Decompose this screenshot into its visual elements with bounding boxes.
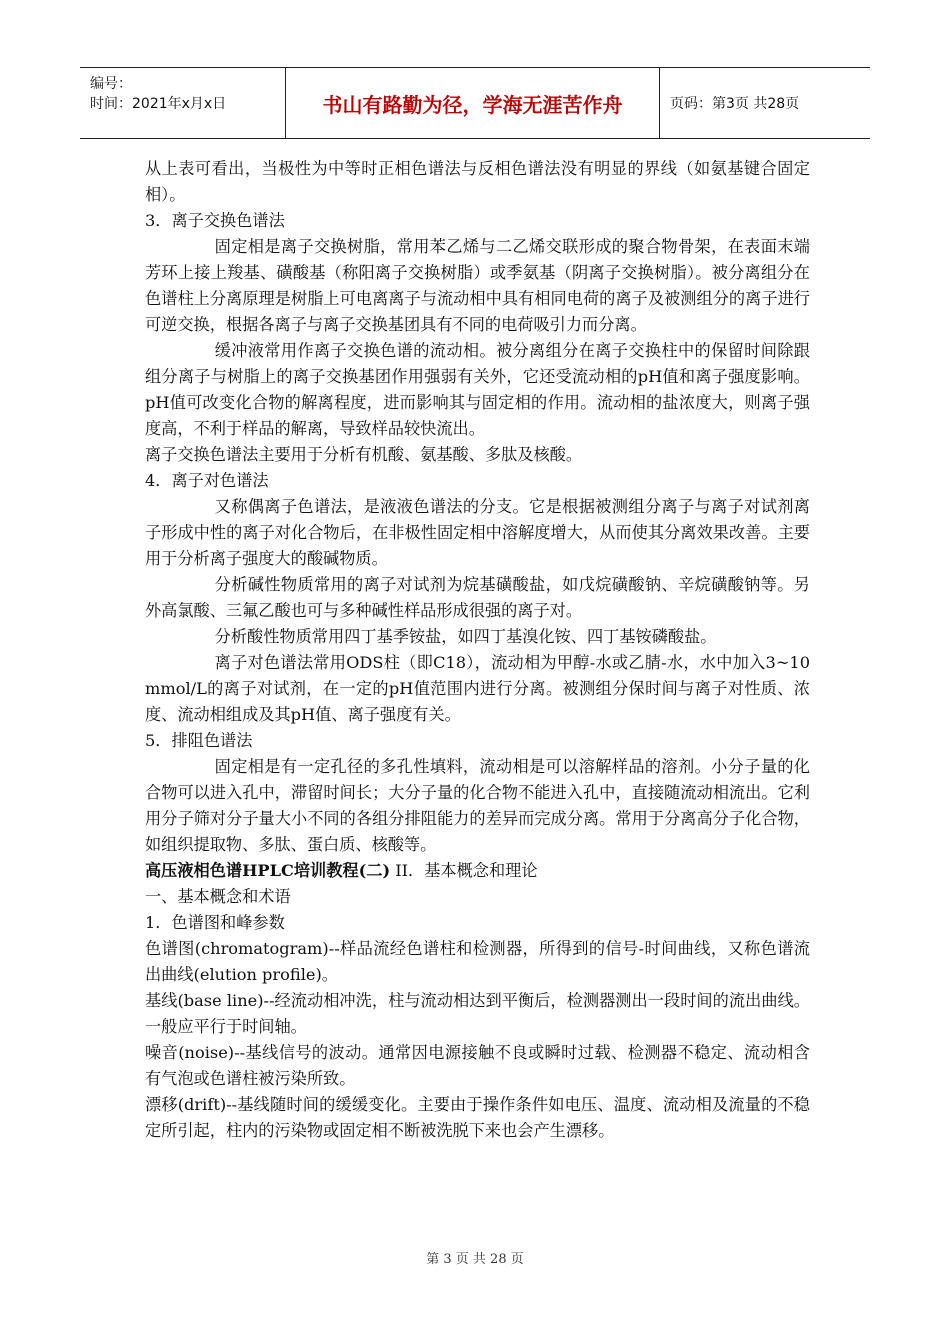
- paragraph: 从上表可看出，当极性为中等时正相色谱法与反相色谱法没有明显的界线（如氨基键合固定相）。: [145, 159, 810, 204]
- section-heading: 5．排阻色谱法: [145, 731, 253, 750]
- paragraph: 离子对色谱法常用ODS柱（即C18），流动相为甲醇-水或乙腈-水，水中加入3~10 mmol/L的离子对试剂，在一定的pH值范围内进行分离。被测组分保时间与离子对性质、浓度、流动相组成及其pH值、离子强度有关。: [145, 653, 810, 724]
- section-heading: 一、基本概念和术语: [145, 887, 291, 906]
- chapter-title-bold: 高压液相色谱HPLC培训教程(二): [145, 861, 391, 880]
- header-meta: [80, 68, 285, 138]
- page-header: [80, 67, 870, 139]
- document-body: [145, 156, 810, 1144]
- paragraph: 缓冲液常用作离子交换色谱的流动相。被分离组分在离子交换柱中的保留时间除跟组分离子与树脂上的离子交换基团作用强弱有关外，它还受流动相的pH值和离子强度影响。pH值可改变化合物的解离程度，进而影响其与固定相的作用。流动相的盐浓度大，则离子强度高，不利于样品的解离，导致样品较快流出。: [145, 341, 810, 438]
- chapter-title: [145, 858, 810, 884]
- paragraph: 离子交换色谱法主要用于分析有机酸、氨基酸、多肽及核酸。: [145, 445, 583, 464]
- paragraph: 分析碱性物质常用的离子对试剂为烷基磺酸盐，如戊烷磺酸钠、辛烷磺酸钠等。另外高氯酸、三氟乙酸也可与多种碱性样品形成很强的离子对。: [145, 575, 810, 620]
- paragraph: 基线(base line)--经流动相冲洗，柱与流动相达到平衡后，检测器测出一段时间的流出曲线。一般应平行于时间轴。: [145, 991, 810, 1036]
- section-heading: 4．离子对色谱法: [145, 471, 269, 490]
- chapter-title-rest: II．基本概念和理论: [390, 861, 538, 880]
- paragraph: 漂移(drift)--基线随时间的缓缓变化。主要由于操作条件如电压、温度、流动相及流量的不稳定所引起，柱内的污染物或固定相不断被洗脱下来也会产生漂移。: [145, 1095, 810, 1140]
- paragraph: 分析酸性物质常用四丁基季铵盐，如四丁基溴化铵、四丁基铵磷酸盐。: [214, 627, 717, 646]
- paragraph: 固定相是离子交换树脂，常用苯乙烯与二乙烯交联形成的聚合物骨架，在表面末端芳环上接上羧基、磺酸基（称阳离子交换树脂）或季氨基（阴离子交换树脂）。被分离组分在色谱柱上分离原理是树脂上可电离离子与流动相中具有相同电荷的离子及被测组分的离子进行可逆交换，根据各离子与离子交换基团具有不同的电荷吸引力而分离。: [145, 237, 810, 334]
- header-motto: 书山有路勤为径，学海无涯苦作舟: [285, 68, 660, 138]
- paragraph: 又称偶离子色谱法，是液液色谱法的分支。它是根据被测组分离子与离子对试剂离子形成中性的离子对化合物后，在非极性固定相中溶解度增大，从而使其分离效果改善。主要用于分析离子强度大的酸碱物质。: [145, 497, 810, 568]
- document-number-label: 编号：: [90, 76, 132, 92]
- paragraph: 固定相是有一定孔径的多孔性填料，流动相是可以溶解样品的溶剂。小分子量的化合物可以进入孔中，滞留时间长；大分子量的化合物不能进入孔中，直接随流动相流出。它利用分子筛对分子量大小不同的各组分排阻能力的差异而完成分离。常用于分离高分子化合物，如组织提取物、多肽、蛋白质、核酸等。: [145, 757, 810, 854]
- paragraph: 噪音(noise)--基线信号的波动。通常因电源接触不良或瞬时过载、检测器不稳定、流动相含有气泡或色谱柱被污染所致。: [145, 1043, 810, 1088]
- document-date: 时间：2021年x月x日: [90, 96, 227, 112]
- paragraph: 色谱图(chromatogram)--样品流经色谱柱和检测器，所得到的信号-时间曲线，又称色谱流出曲线(elution profile)。: [145, 939, 810, 984]
- section-heading: 3．离子交换色谱法: [145, 211, 285, 230]
- header-page-info: 页码：第3页 共28页: [670, 96, 800, 112]
- page-footer: 第 3 页 共 28 页: [426, 1252, 524, 1267]
- section-heading: 1．色谱图和峰参数: [145, 913, 285, 932]
